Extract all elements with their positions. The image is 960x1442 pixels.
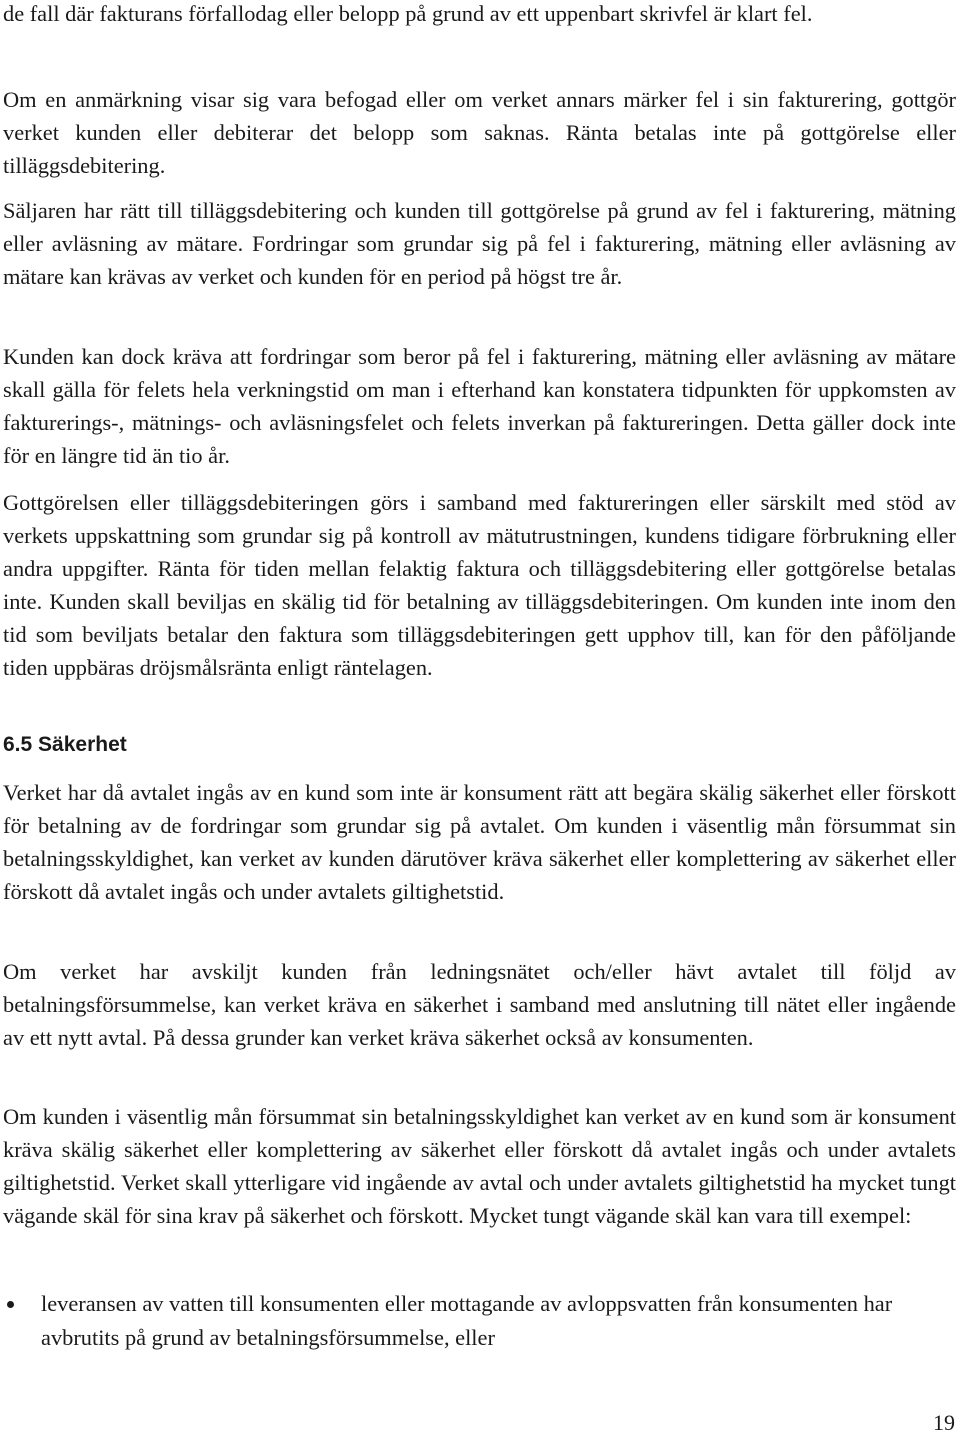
paragraph: Gottgörelsen eller tilläggsdebiteringen görs i samband med faktureringen eller särskilt med stöd av verkets uppskattning som grundar sig på kontroll av mätutrustningen, kundens tidigare förbrukning eller andra uppgifter. Ränta för tiden mellan felaktig faktura och tilläggsdebitering eller gottgörelse betalas inte. Kunden skall beviljas en skälig tid för betalning av tilläggsdebiteringen. Om kunden inte inom den tid som beviljats betalar den faktura som tilläggsdebiteringen gett upphov till, kan för den påföljande tiden uppbäras dröjsmålsränta enligt räntelagen. [3, 490, 956, 680]
paragraph: Om verket har avskiljt kunden från ledningsnätet och/eller hävt avtalet till följd av betalningsförsummelse, kan verket kräva en säkerhet i samband med anslutning till nätet eller ingående av ett nytt avtal. På dessa grunder kan verket kräva säkerhet också av konsumenten. [3, 959, 956, 1050]
page-number: 19 [933, 1410, 955, 1435]
paragraph: de fall där fakturans förfallodag eller belopp på grund av ett uppenbart skrivfel är klart fel. [3, 1, 813, 26]
list-item-text: leveransen av vatten till konsumenten eller mottagande av avloppsvatten från konsumenten har avbrutits på grund av betalningsförsummelse, eller [41, 1291, 893, 1350]
list-item [3, 1287, 901, 1355]
bullet-icon [7, 1301, 14, 1308]
section-heading: 6.5 Säkerhet [3, 733, 127, 756]
paragraph: Verket har då avtalet ingås av en kund som inte är konsument rätt att begära skälig säkerhet eller förskott för betalning av de fordringar som grundar sig på avtalet. Om kunden i väsentlig mån försummat sin betalningsskyldighet, kan verket av kunden därutöver kräva säkerhet eller komplettering av säkerhet eller förskott då avtalet ingås och under avtalets giltighetstid. [3, 780, 956, 904]
paragraph: Om en anmärkning visar sig vara befogad eller om verket annars märker fel i sin fakturering, gottgör verket kunden eller debiterar det belopp som saknas. Ränta betalas inte på gottgörelse eller tilläggsdebitering. [3, 87, 956, 178]
paragraph: Säljaren har rätt till tilläggsdebitering och kunden till gottgörelse på grund av fel i fakturering, mätning eller avläsning av mätare. Fordringar som grundar sig på fel i fakturering, mätning eller avläsning av mätare kan krävas av verket och kunden för en period på högst tre år. [3, 198, 956, 289]
paragraph: Om kunden i väsentlig mån försummat sin betalningsskyldighet kan verket av en kund som är konsument kräva skälig säkerhet eller komplettering av säkerhet eller förskott då avtalet ingås och under avtalets giltighetstid. Verket skall ytterligare vid ingående av avtal och under avtalets giltighetstid ha mycket tungt vägande skäl för sina krav på säkerhet och förskott. Mycket tungt vägande skäl kan vara till exempel: [3, 1104, 956, 1228]
paragraph: Kunden kan dock kräva att fordringar som beror på fel i fakturering, mätning eller avläsning av mätare skall gälla för felets hela verkningstid om man i efterhand kan konstatera tidpunkten för uppkomsten av fakturerings-, mätnings- och avläsningsfelet och felets inverkan på faktureringen. Detta gäller dock inte för en längre tid än tio år. [3, 344, 956, 468]
bullet-list [3, 1287, 901, 1355]
